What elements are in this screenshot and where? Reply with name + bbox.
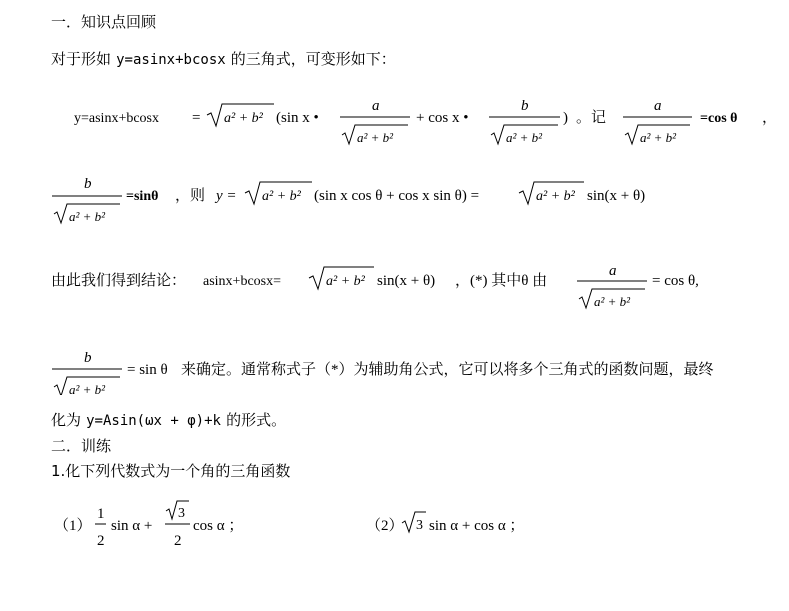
- intro-suffix: 的三角式，可变形如下：: [230, 50, 396, 68]
- derivation-comma: ，: [762, 110, 778, 126]
- p1-frac2-num: 3: [178, 506, 185, 521]
- derivation-open: (sin x •: [276, 110, 319, 126]
- derivation-close: ): [563, 110, 568, 126]
- frac3-num: a: [654, 98, 662, 114]
- frac2-den: a² + b²: [506, 130, 543, 145]
- frac3-den: a² + b²: [640, 130, 677, 145]
- intro-formula: y=asinx+bcosx: [116, 52, 226, 68]
- line2-frac-den: a² + b²: [69, 209, 106, 224]
- conclusion-cos: = cos θ,: [652, 273, 699, 289]
- line4-frac-num: b: [84, 350, 92, 366]
- line4-text2-prefix: 化为: [51, 411, 82, 429]
- conclusion-line: [0, 258, 789, 318]
- intro-line: [51, 48, 396, 69]
- line2-result: sin(x + θ): [587, 188, 646, 204]
- p1-frac1-den: 2: [97, 533, 105, 549]
- line2-y-eq: y =: [216, 188, 237, 204]
- line4-text: 来确定。通常称式子（*）为辅助角公式，它可以将多个三角式的函数问题，最终: [181, 362, 714, 378]
- line2-frac-num: b: [84, 176, 92, 192]
- line2-sqrt1: a² + b²: [262, 189, 301, 204]
- frac1-num: a: [372, 98, 380, 114]
- cos-theta: =cos θ: [700, 111, 738, 126]
- line4-text2-suffix: 的形式。: [226, 411, 287, 429]
- derivation-lhs: y=asinx+bcosx: [74, 111, 160, 126]
- sqrt-symbol-1: [207, 104, 274, 126]
- p1-sin: sin α +: [111, 518, 153, 534]
- derivation-note: 。记: [576, 110, 607, 126]
- derivation-eq: =: [192, 110, 201, 126]
- frac2-num: b: [521, 98, 529, 114]
- intro-prefix: 对于形如: [51, 50, 112, 68]
- line2-sqrt2: a² + b²: [536, 189, 575, 204]
- line2-then: ，则: [175, 188, 206, 204]
- conclusion-lhs: asinx+bcosx=: [203, 274, 282, 289]
- derivation-line: [0, 88, 789, 158]
- line4-sin: = sin θ: [127, 362, 168, 378]
- p1-frac1-num: 1: [97, 506, 105, 522]
- p1-frac2-den: 2: [174, 533, 182, 549]
- line2-sin-theta: =sinθ: [126, 189, 159, 204]
- derivation-plus-cos: + cos x •: [416, 110, 469, 126]
- conclusion-star: ，(*) 其中θ 由: [455, 273, 548, 289]
- conclusion-frac-den: a² + b²: [594, 294, 631, 309]
- conclusion-frac-num: a: [609, 263, 617, 279]
- p2-label: （2）: [366, 518, 404, 534]
- line4-frac-den: a² + b²: [69, 382, 106, 395]
- line2: [0, 170, 789, 230]
- p2-sqrt: 3: [416, 518, 423, 533]
- sqrt-body-1: a² + b²: [224, 111, 263, 126]
- question-1: 1.化下列代数式为一个角的三角函数: [51, 462, 291, 480]
- p1-label: （1）: [54, 518, 92, 534]
- line4-second: [51, 409, 286, 430]
- line2-expand: (sin x cos θ + cos x sin θ) =: [314, 188, 480, 204]
- frac1-den: a² + b²: [357, 130, 394, 145]
- line4: [0, 345, 789, 395]
- p2-expr: sin α + cos α ；: [429, 518, 525, 534]
- conclusion-sin: sin(x + θ): [377, 273, 436, 289]
- conclusion-text: 由此我们得到结论：: [51, 273, 187, 289]
- section2-heading: 二．训练: [51, 437, 112, 455]
- problem-row: [0, 495, 789, 560]
- p1-cos: cos α ；: [193, 518, 244, 534]
- section1-heading: 一．知识点回顾: [51, 13, 157, 31]
- line4-text2-formula: y=Asin(ωx + φ)+k: [86, 413, 221, 429]
- conclusion-sqrt: a² + b²: [326, 274, 365, 289]
